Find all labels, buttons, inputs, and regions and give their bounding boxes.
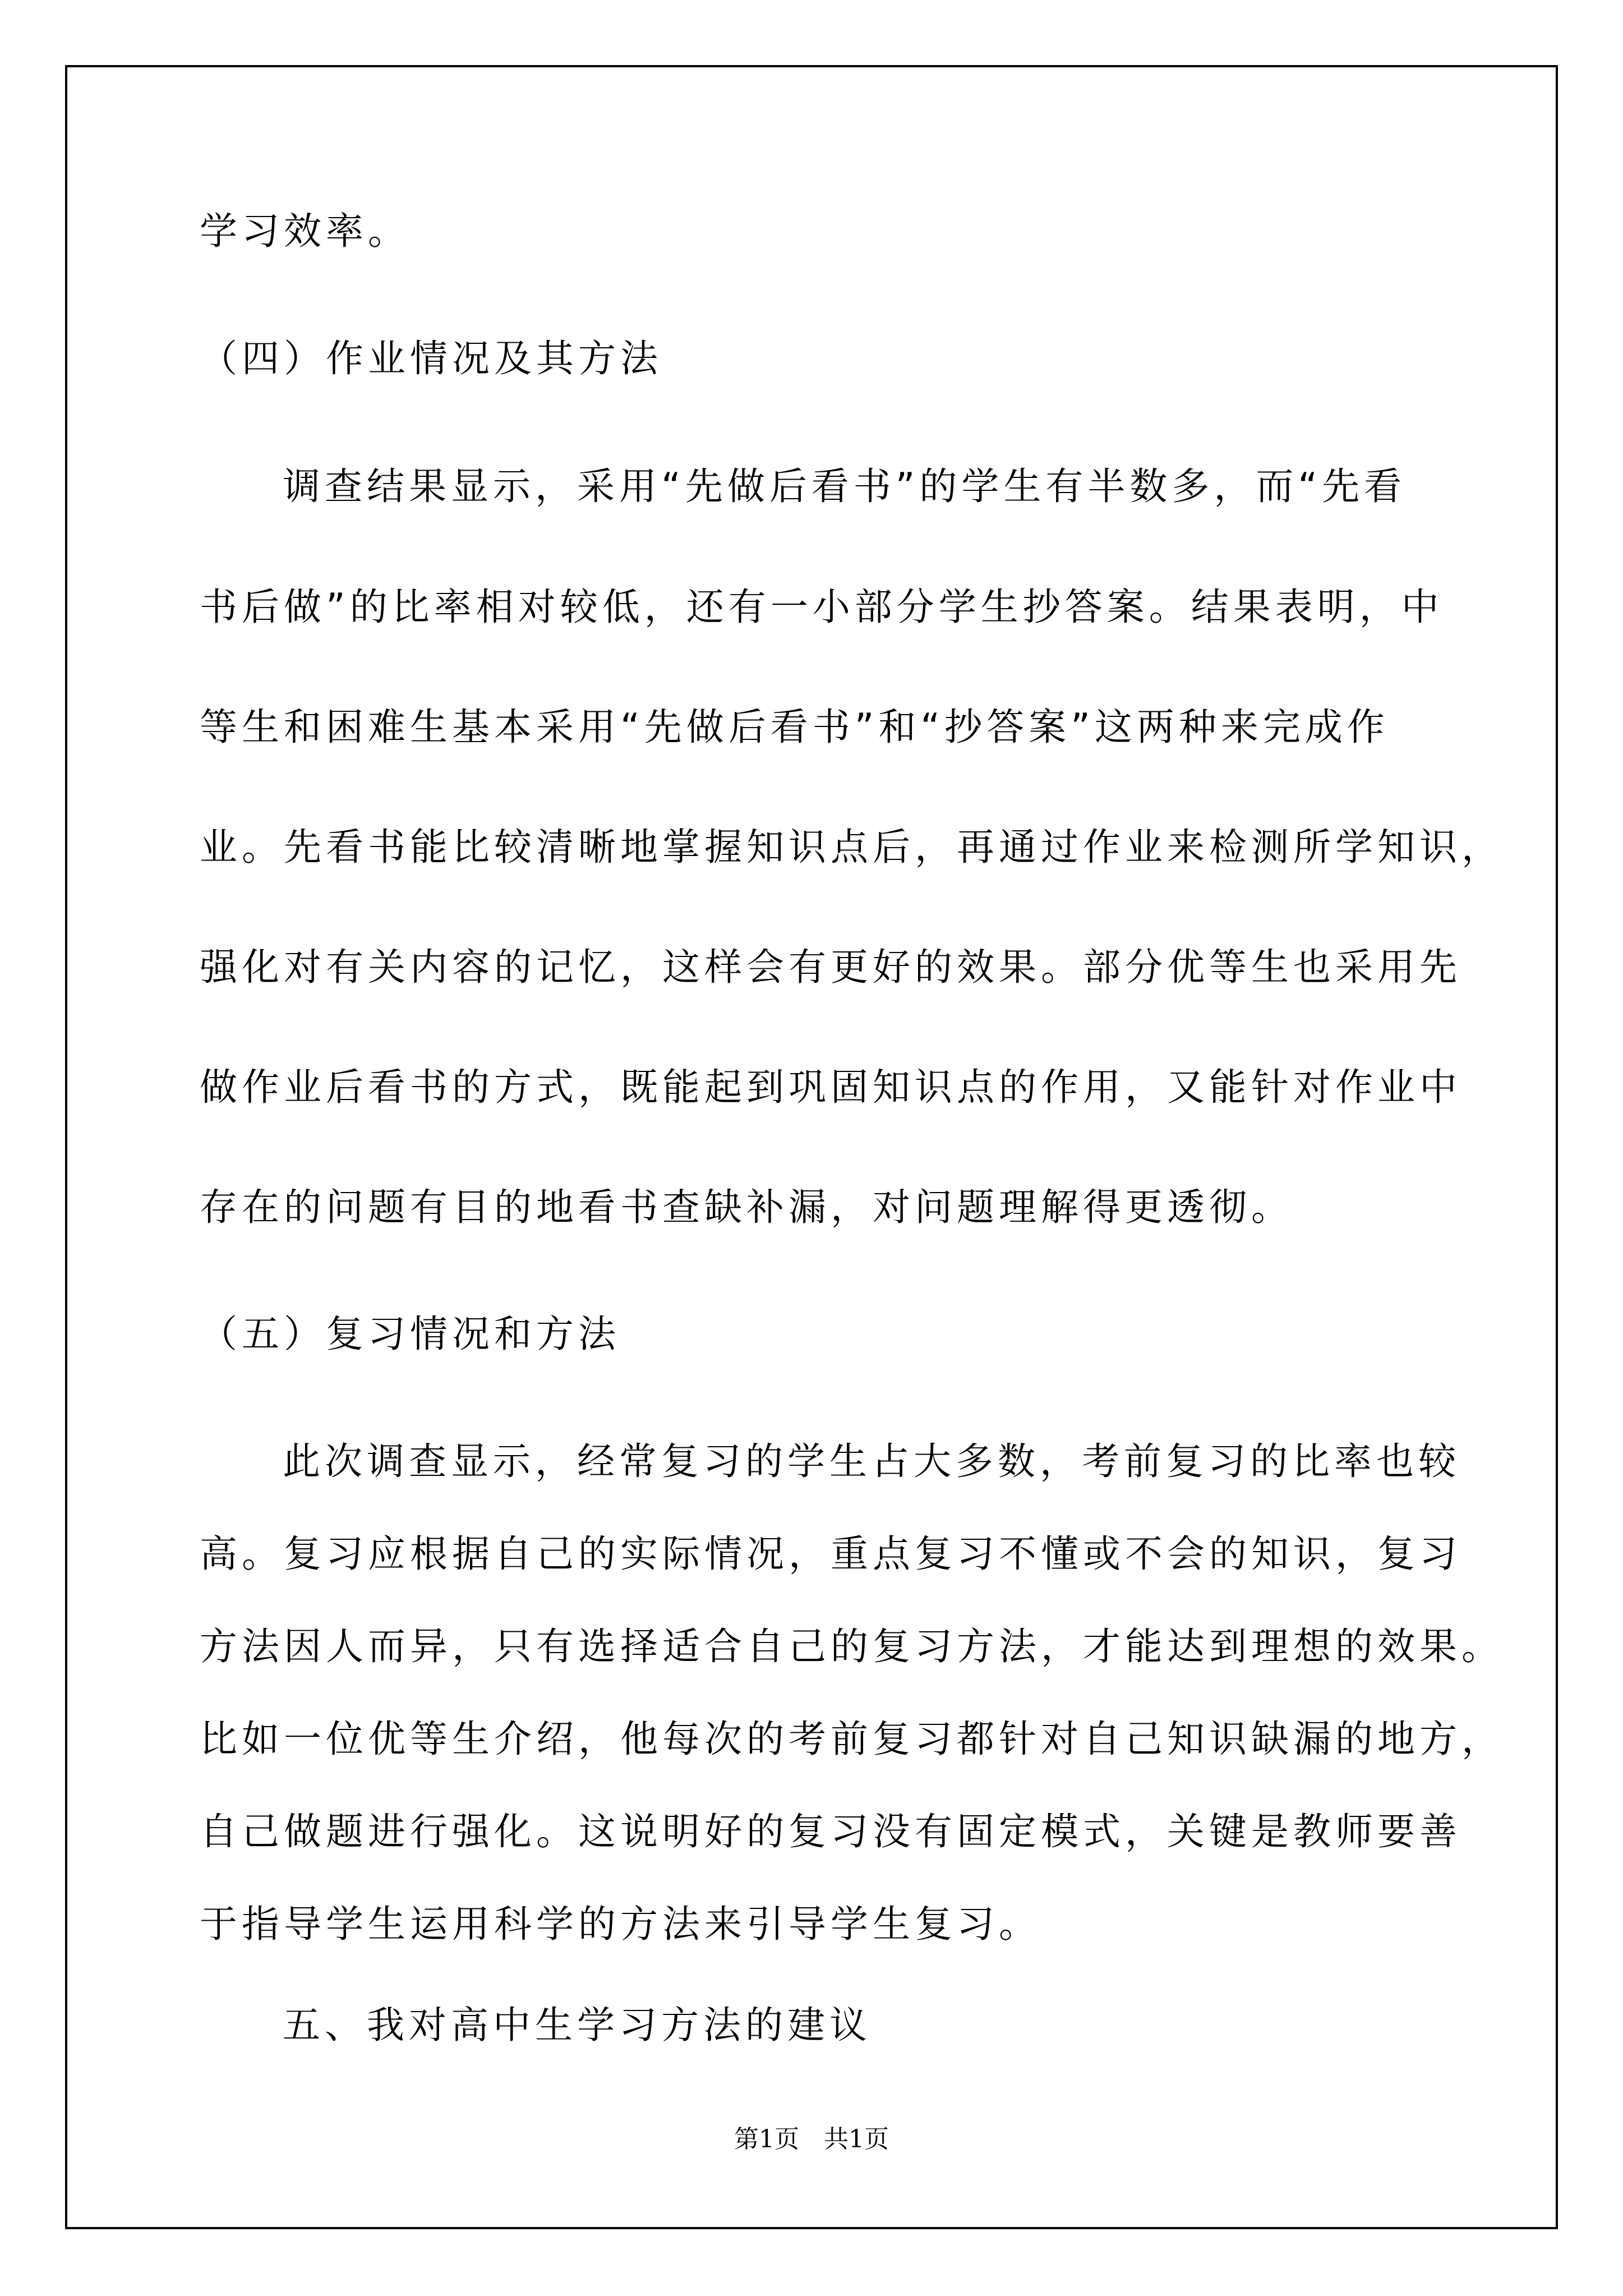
page-footer: 第1页 共1页 — [734, 2125, 889, 2154]
text-line: 学习效率。 — [200, 209, 410, 253]
paragraph-line: 高。复习应根据自己的实际情况，重点复习不懂或不会的知识，复习 — [200, 1532, 1461, 1576]
paragraph-line: 比如一位优等生介绍，他每次的考前复习都针对自己知识缺漏的地方， — [200, 1717, 1504, 1761]
paragraph-line: 调查结果显示，采用“先做后看书”的学生有半数多，而“先看 — [283, 464, 1407, 508]
section-heading-five: 五、我对高中生学习方法的建议 — [283, 2003, 872, 2047]
paragraph-line: 自己做题进行强化。这说明好的复习没有固定模式，关键是教师要善 — [200, 1810, 1461, 1853]
paragraph-line: 此次调查显示，经常复习的学生占大多数，考前复习的比率也较 — [283, 1439, 1460, 1483]
paragraph-line: 业。先看书能比较清晰地掌握知识点后，再通过作业来检测所学知识， — [200, 825, 1504, 869]
paragraph-line: 书后做”的比率相对较低，还有一小部分学生抄答案。结果表明，中 — [200, 585, 1444, 629]
paragraph-line: 方法因人而异，只有选择适合自己的复习方法，才能达到理想的效果。 — [200, 1625, 1504, 1668]
section-heading-5: （五）复习情况和方法 — [200, 1312, 620, 1356]
paragraph-line: 强化对有关内容的记忆，这样会有更好的效果。部分优等生也采用先 — [200, 945, 1461, 989]
paragraph-line: 做作业后看书的方式，既能起到巩固知识点的作用，又能针对作业中 — [200, 1065, 1461, 1109]
paragraph-line: 存在的问题有目的地看书查缺补漏，对问题理解得更透彻。 — [200, 1185, 1293, 1229]
section-heading-4: （四）作业情况及其方法 — [200, 337, 662, 380]
paragraph-line: 等生和困难生基本采用“先做后看书”和“抄答案”这两种来完成作 — [200, 705, 1389, 749]
paragraph-line: 于指导学生运用科学的方法来引导学生复习。 — [200, 1902, 1041, 1946]
